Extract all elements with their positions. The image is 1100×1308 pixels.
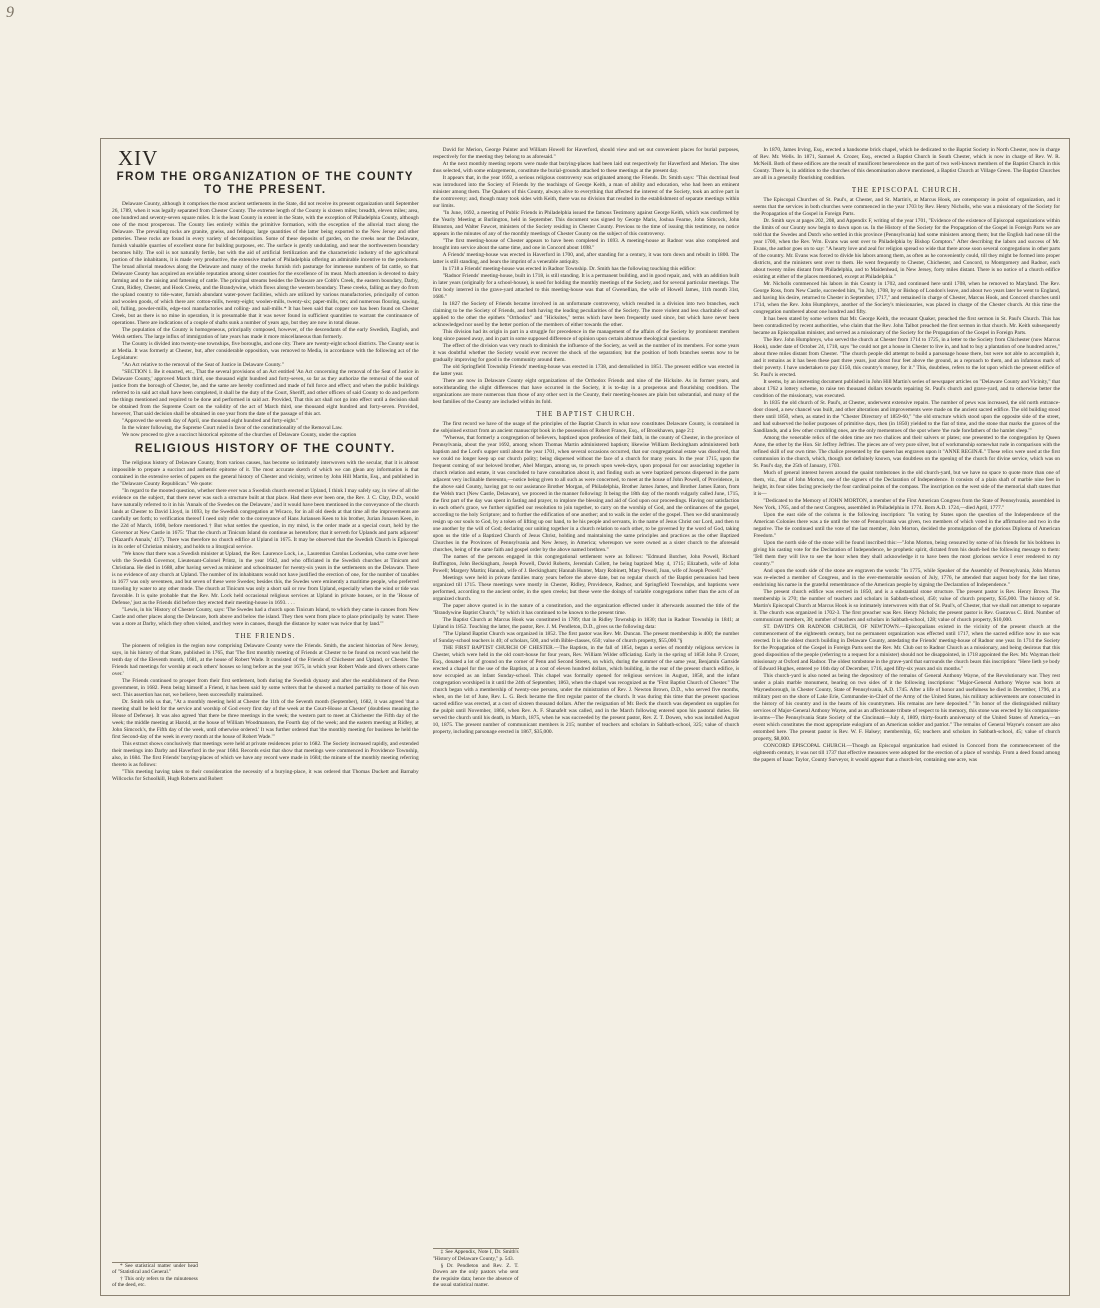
paragraph: "We know that there was a Swedish minister at Upland, the Rev. Laurence Lock, i.e., Laurentius Carolus Lockenius, who came over here with the Swedish Governor, Lieutenant-Colonel Printz, in the year 1642, and who officiated in the Swedish churches at Tinicum and Christiana. He died in 1688, after having served as minister and schoolmaster for twenty-six years in the settlements on the Delaware. There is no evidence of any church at Upland. The number of its inhabitants would not have justified the erection of one, for the number of taxables in 1677 was only seventeen, and but seven of these were Swedes; besides this, the Swedes were eminently a maritime people, who preferred traveling by water to any other mode. The church at Tinicum was only a short sail or row from Upland, especially when the wind or tide was favorable. It is quite probable that the Rev. Mr. Lock held occasional religious services at Upland in private houses, or in the 'House of Defense,' just as the Friends did before they erected their meeting-house in 1693. . . . — [112, 551, 419, 606]
paragraph: "The first meeting-house of Chester appears to have been completed in 1693. A meeting-house at Radnor was also completed and brought into service about the same time, and one in Concord about 1698." — [432, 238, 740, 251]
paragraph: The Rev. John Humphreys, who served the church at Chester from 1714 to 1725, in a letter to the Society from Chichester (now Marcus Hook), under date of October 24, 1718, says "he could not get a house in Chester to live in, and had to buy a plantation of one hundred acres," about three miles distant from Chester. "The church people did attempt to build a parsonage house there, but were not able to accomplish it, and it remains as it has been these past three years, just about four feet above the ground, as a reproach to them, and an infamous mark of their poverty. I have undertaken to pay £150, this country's money, for it." This, doubtless, refers to the lot upon which the present edifice of St. Paul's is erected. — [753, 337, 1060, 378]
column-3 — [753, 147, 1060, 1289]
religious-history-title: RELIGIOUS HISTORY OF THE COUNTY. — [135, 443, 396, 455]
paragraph: "Approved the seventh day of April, one thousand eight hundred and forty-eight." — [122, 418, 299, 424]
main-title: FROM THE ORGANIZATION OF THE COUNTY TO THE PRESENT. — [116, 171, 414, 196]
paragraph: The County is divided into twenty-one townships, five boroughs, and one city. There are twenty-eight school districts. The County seat is at Media. It was formerly at Chester, but, after considerable opposition, was removed to Media, in accordance with the following act of the Legislature: — [112, 341, 419, 361]
paragraph: This division had its origin in part in a struggle for precedence in the management of the affairs of the Society by prominent members long since passed away, and in part in some supposed difference of opinion upon certain abstruse theological questions. — [432, 329, 740, 342]
episcopal-heading: THE EPISCOPAL CHURCH. — [851, 186, 962, 194]
friends-continued-section — [433, 147, 740, 406]
paragraph: In 1827 the Society of Friends became involved in an unfortunate controversy, which resulted in a division into two branches, each claiming to be the Society of Friends, and both having the leading peculiarities of the Society. The more violent and less charitable of each applied to the other the epithets "Orthodox" and "Hicksites," terms which have been frequently used since, but which have never been acknowledged nor used by the better portion of the members of either towards the other. — [432, 301, 740, 328]
footnote-text: † This only refers to the minuteness of the deed, etc. — [112, 1275, 198, 1289]
paragraph: The Episcopal Churches of St. Paul's, at Chester, and St. Martin's, at Marcus Hook, are cotemporary in point of organization, and it seems that the services in both churches were commenced in the year 1703 by Rev. Henry Nicholls, who was a missionary of the Society for the Propagation of the Gospel in Foreign Parts. — [753, 197, 1060, 217]
paragraph: It seems, by an interesting document published in John Hill Martin's series of newspaper articles on "Delaware County and Vicinity," that about 1762 a lottery scheme, to raise ten thousand dollars towards repairing St. Paul's church and grave-yard, and to otherwise better the condition of the missionary, was executed. — [753, 379, 1060, 399]
paragraph: In 1835 the old church of St. Paul's, at Chester, underwent extensive repairs. The number of pews was increased, the old north entrance-door closed, a new chancel was built, and other alterations and improvements were made on the ancient sacred edifice. The old building stood there until 1850, when, as stated in the "Chester Directory of 1859-60," "the old structure which stood upon the opposite side of the street, and had subserved the holier purposes of primitive days, then (in 1850) yielded to the fiat of time, and the stone that marks the graves of the Sandilands, and a few other crumbling ones, are the only mementoes of the spot where 'the rude forefathers of the hamlet sleep.'" — [753, 400, 1060, 434]
paragraph: The old Springfield Township Friends' meeting-house was erected in 1738, and demolished in 1851. The present edifice was erected in the latter year. — [432, 364, 740, 377]
intro-section — [112, 201, 419, 439]
paragraph: Dr. Smith says at pages 202, 208, and Appendix F, writing of the year 1701, "Evidence of the existence of Episcopal organizations within the limits of our County now begin to dawn upon us. In the History of the Society for the Propagation of the Gospel in Foreign Parts we are told that the Swedes and Dutch who settled in this province (Pennsylvania) had some ministers among them; but the English had none till the year 1700, when the Rev. Wm. Evans was sent over to Philadelphia by Bishop Compton." After describing the labors and success of Mr. Evans, the author goes on to say: "A hearty love and zeal for religion spread so wide that there arose soon several congregations in other parts of the country. Mr. Evans was forced to divide his labors among them, as often as he conveniently could, till they might be formed into proper districts, and the ministers sent over to them. He went frequently to Chester, Chichester, and Concord, to Montgomery and Radnor, each about twenty miles distant from Philadelphia, and to Maidenhead, in New Jersey, forty miles distant. There is no notice of a church edifice existing at either of the places mentioned, except at Philadelphia." — [753, 218, 1060, 280]
paragraph: The religious history of Delaware County, from various causes, has become so intimately interwoven with the secular, that it is almost impossible to prepare a succinct and authentic epitome of it. The most accurate sketch of which we can glean any information is that contained in the extensive series of papers on the general history of Chester and vicinity, written by John Hill Martin, Esq., and published in the "Delaware County Republican." We quote: — [112, 460, 419, 487]
footnote-text: * See statistical matter under head of "Statistical and General." — [112, 1262, 198, 1276]
paragraph: Much of general interest hovers around the quaint tombstones in the old church-yard, but we have no space to quote more than one of them, viz., that of John Morton, one of the signers of the Declaration of Independence. It consists of a plain shaft of marble nine feet in height, its four sides facing precisely the four cardinal points of the compass. The inscription on the west side of the memorial shaft states that it is— — [753, 470, 1060, 497]
column-1 — [112, 147, 419, 1289]
religious-history-section — [112, 460, 419, 628]
paragraph: It has been stated by some writers that Mr. George Keith, the recusant Quaker, preached the first sermon in St. Paul's Church. This has been contradicted by recent authorities, who claim that the Rev. John Talbot preached the first sermon in that church. Mr. Keith subsequently became an Episcopalian minister, and served as a missionary of the Society for the Propagation of the Gospel in Foreign Parts. — [753, 316, 1060, 336]
paragraph: There are now in Delaware County eight organizations of the Orthodox Friends and nine of the Hicksite. As in former years, and notwithstanding the slight differences that have occurred in the Society, it is to-day in a prosperous and flourishing condition. The organizations are more numerous than those of any other sect in the County, their meeting-houses are plain but substantial, and many of the best families of the County are included within its fold. — [432, 378, 740, 405]
paragraph: "Lewis, in his 'History of Chester County, says: 'The Swedes had a church upon Tinicum Island, to which they came in canoes from New Castle and other places along the Delaware, both above and below the island. They then went from place to place principally by water. There was a store at Darby, which they often visited, and they were in canoes, though the distance by water was twice that by land.'" — [112, 607, 419, 627]
paragraph: "SECTION 1. Be it enacted, etc., That the several provisions of an Act entitled 'An Act concerning the removal of the Seat of Justice in Delaware County,' approved March third, one thousand eight hundred and forty-seven, so far as they authorize the removal of the seat of justice from the borough of Chester, be, and the same are hereby confirmed and made of full force and effect; and when the public buildings referred to in said act shall have been completed, it shall be the duty of the Court, Sheriff, and other officers of said County to do and perform the things mentioned and required to be done and performed in said act. Provided, That this act shall not go into effect until a decision shall be obtained from the Supreme Court on the validity of the act of March third, one thousand eight hundred and forty-seven. Provided, however, That said decision shall be obtained in one year from the date of the passage of this act. — [112, 369, 419, 417]
paragraph: At the next monthly meeting reports were made that burying-places had been laid out respectively for Haverford and Merion. The sites thus selected, with some enlargements, constitute the burial-grounds attached to these meetings at the present day. — [432, 161, 740, 174]
friends-heading: THE FRIENDS. — [234, 632, 296, 640]
paragraph: "Dedicated to the Memory of JOHN MORTON, a member of the First American Congress from the State of Pennsylvania, assembled in New York, 1765, and of the next Congress, assembled in Philadelphia in 1774. Born A.D. 1724,—died April, 1777." — [753, 498, 1060, 511]
paragraph: The Baptist Church at Marcus Hook was constituted in 1789; that in Ridley Township in 1830; that in Radnor Township in 1841; at Upland in 1852. Touching the latter, the pastor, Rev. J. M. Pendleton, D.D., gives us the following data: — [432, 617, 740, 630]
baptist-section — [433, 421, 740, 736]
episcopal-section — [753, 197, 1060, 764]
paragraph: The paper above quoted is in the nature of a constitution, and the organization effected under it afterwards assumed the title of the "Brandywine Baptist Church," by which it has continued to be known to the present time. — [432, 603, 740, 616]
friends-section — [112, 643, 419, 783]
paragraph: Meetings were held in private families many years before the above date, but no regular church of the Baptist persuasion had been organized till 1715. These meetings were mostly in Chester, Ridley, Providence, Radnor, and Springfield Townships, and baptisms were performed, according to the ancient order, in the open creeks; but these were the doings of variable congregations rather than the acts of an organized church. — [432, 575, 740, 602]
paragraph: And upon the south side of the stone are engraven the words: "In 1775, while Speaker of the Assembly of Pennsylvania, John Morton was re-elected a member of Congress, and in the ever-memorable session of July, 1776, he attended that august body for the last time, enshrining his name in the grateful remembrance of the American people by signing the Declaration of Independence." — [753, 568, 1060, 588]
paragraph: Dr. Smith tells us that, "At a monthly meeting held at Chester the 11th of the Seventh month (September), 1682, it was agreed 'that a meeting shall be held for the service and worship of God every first day of the week at the Court-House at Chester' (doubtless meaning the House of Defense). It was also agreed 'that there be three meetings in the week; the western part to meet at Chichester the Fifth day of the week; the middle meeting at Harold, at the house of William Woodmanson, the Fourth day of the week; and the eastern meeting at Ridley, at John Simcock's, the Fifth day of the week, until otherwise ordered.' It was further ordered that 'the monthly meeting for business be held the first Second-day of the week in every month at the house of Robert Wade.'" — [112, 699, 419, 740]
footnote-text: ‡ See Appendix, Note I, Dr. Smith's "History of Delaware County," p. 543. — [432, 1249, 519, 1263]
paragraph: Upon the north side of the stone will be found inscribed this:—"John Morton, being censured by some of his friends for his boldness in giving his casting vote for the Declaration of Independence, he prophetic spirit, dictated from his death-bed the following message to them: 'Tell them they will live to see the hour when they shall acknowledge it to have been the most glorious service I ever rendered to my country.'" — [753, 540, 1060, 567]
paragraph: A Friends' meeting-house was erected in Haverford in 1700, and, after standing for a century, it was torn down and rebuilt in 1800. The latter is still standing, and bears the imprint of a venerable antiquity. — [432, 252, 740, 265]
column-2 — [433, 147, 740, 1289]
paragraph: The names of the persons engaged in this congregational settlement were as follows: "Edmund Butcher, John Powell, Richard Buffington, John Beckingham, Joseph Powell, David Roberts, Jeremiah Collett, he being baptized May 4, 1715; Elizabeth, wife of John Powell; Margery Martin; Hannah, wife of J. Beckingham; Hannah Hunter, Mary Robinett, Mary Powell, Joan, wife of Joseph Powell." — [432, 554, 740, 574]
paragraph: The pioneers of religion in the region now comprising Delaware County were the Friends. Smith, the ancient historian of New Jersey, says, in his history of that State, published in 1765, that 'The first monthly meeting of Friends at Chester to be found on record was held the tenth day of the Eleventh month, 1681, at the house of Robert Wade. It consisted of the Friends of Chichester and Upland, or Chester. The Friends had meetings for worship at each others' houses so long before as the year 1675, in which year Robert Wade and divers others came over.' — [112, 643, 419, 677]
page-number: XIV — [118, 147, 159, 170]
baptist-heading: THE BAPTIST CHURCH. — [536, 410, 636, 418]
paragraph: ST. DAVID'S OR RADNOR CHURCH, OF NEWTOWN.—Episcopalians existed in the vicinity of the present church at the commencement of the eighteenth century, but no permanent organization was effected until 1717, when the sacred edifice now in use was erected. It is the oldest church building in Delaware County, antedating the Friends' meeting-house of Radnor one year. In 1714 the Society for the Propagation of the Gospel in Foreign Parts sent the Rev. Mr. Club out to Radnor Church as a missionary, and being desirous that this good disposition of the people (referring to a request for a minister) should not be disappointed, in 1718 appointed the Rev. Mr. Wayman their missionary at Oxford and Radnor. The oldest tombstone in the grave-yard that surrounds the church bears this inscription: "Here lieth ye body of Edward Hughes, entered ye 16th day of December, 1716, aged fifty-six years and six months." — [753, 624, 1060, 672]
paragraph: Among the venerable relics of the olden time are two chalices and their salvers or plates; one presented to the congregation by Queen Anne, the other by the Hon. Sir Jeffrey Jeffries. The pieces are of very pure silver, but of workmanship somewhat rude in comparison with the refined skill of our own time. The chalice presented by the queen has engraven upon it "ANNE REGINÆ." These relics were used at the first communion in the church, which, though not definitely known, was doubtless on the opening of the church for divine service, which was on St. Paul's day, the 25th of January, 1703. — [753, 435, 1060, 469]
footnotes-column-2 — [433, 1248, 519, 1289]
baptist-continued-section — [753, 147, 1060, 182]
paragraph: Mr. Nicholls commenced his labors in this County in 1702, and continued here until 1708, when he removed to Maryland. The Rev. George Ross, from New Castle, succeeded him, "in July, 1708, by or Bishop of London's leave, and about two years later he went to England, and having his desire, returned to Chester in September, 1717," and remained in charge of Chester, Marcus Hook, and Concord churches until 1714, when the Rev. John Humphreys, another of the Society's missionaries, was placed in charge of the Chester church. At this time the congregation numbered about one hundred and fifty. — [753, 281, 1060, 315]
paragraph: The present church edifice was erected in 1850, and is a substantial stone structure. The present pastor is Rev. Henry Brown. The membership is 270; the number of teachers and scholars in Sabbath-school, 450; value of church property, $35,000. The history of St. Martin's Episcopal Church at Marcus Hook is so intimately interwoven with that of St. Paul's, of Chester, that we shall not attempt to separate it. The church was organized in 1702-3. The first preacher was Rev. Henry Nichols; the present pastor is Rev. Gustavus C. Bird. Number of communicant members, 38; number of teachers and scholars in Sabbath-school, 128; value of church property, $10,000. — [753, 589, 1060, 623]
document-page — [112, 147, 1060, 1289]
paragraph: Delaware County, although it comprises the most ancient settlements in the State, did not receive its present organization until September 26, 1789, when it was legally separated from Chester County. The extreme length of the County is sixteen miles; breadth, eleven miles; area, one hundred and seventy-seven square miles. It is the least County in extent in the State, with the exception of Philadelphia County, although one of the most prosperous. The County lies entirely within the primitive formation, with the exception of the alluvial tract along the Delaware. The prevailing rocks are granite, gneiss, and feldspar, large quantities of the latter being exported to the New Jersey and other potteries. These rocks are found in every variety of decomposition. Some of these deposits of garden, on the creeks near the Delaware, furnish valuable quarries of excellent stone for building purposes, etc. The surface is gently undulating, and near the northwestern boundary becomes hilly. The soil is not naturally fertile, but with the aid of artificial fertilization and the characteristic industry of the agricultural portion of the inhabitants, it is made very productive, the extensive market of Philadelphia offering an admirable incentive to the producers. The broad alluvial meadows along the Delaware and many of the creeks furnish rich pasturage for immense numbers of fat cattle, so that Delaware County has acquired an enviable reputation among sister counties for the excellence of its meat. Much attention is devoted to dairy farming and to the raising and fattening of cattle. The principal streams besides the Delaware are Cobb's Creek, the eastern boundary, Darby, Crum, Ridley, Chester, and Hook Creeks, and the Brandywine, which flows along the western boundary. These creeks, falling as they do from the upland country to tide-water, furnish abundant water-power facilities, which are utilized by various manufactories, principally of cotton and woolen goods, of which there are: cotton-mills, twenty-eight; woolen-mills, twenty-six; paper-mills, ten; and numerous flouring, sawing, oil, fulling, powder-mills, edge-tool manufactories and rolling- and nail-mills.* It has been said that copper ore has been found on Chester Creek, but as there is no mine in operation, it is presumable that it was never found in sufficient quantities to warrant the continuance of operations. There are indications of a couple of shafts sunk a number of years ago, but they are now in total disuse. — [112, 201, 419, 326]
paragraph: The first record we have of the usage of the principles of the Baptist Church in what now constitutes Delaware County, is contained in the subjoined extract from an ancient manuscript book in the possession of Robert France, Esq., of Brookhaven, page 2:‡ — [432, 421, 740, 434]
paragraph: It appears that, in the year 1692, a serious religious controversy was originated among the Friends. Dr. Smith says: "This doctrinal feud was introduced into the Society of Friends by the teachings of George Keith, a man of ability and education, who had been an eminent minister among them. The Quakers of this County, always alive to everything that affected the interest of the Society, took an active part in the controversy; and, though many took sides with Keith, there was no division that resulted in the establishment of separate meetings within our limits. — [432, 175, 740, 209]
paragraph: In the winter following, the Supreme Court ruled in favor of the constitutionality of the Removal Law. — [122, 425, 343, 431]
paragraph: We now proceed to give a succinct historical epitome of the churches of Delaware County, under the caption — [122, 432, 357, 438]
paragraph: CONCORD EPISCOPAL CHURCH.—Though an Episcopal organization had existed in Concord from the commencement of the eighteenth century, it was not till 1737 that effective measures were adopted for the erection of a place of worship. From a deed found among the papers of Isaac Taylor, County Surveyor, it would appear that a church-lot, containing one acre, was — [753, 743, 1060, 763]
paragraph: This extract shows conclusively that meetings were held at private residences prior to 1682. The Society increased rapidly, and extended their meetings into Darby and Haverford in the year 1684. Records exist that show that meetings were commenced in Providence Township, also, in 1684. The first Friends' burying-places of which we have any record were made in 1684; the minute of the monthly meeting referring thereto is as follows: — [112, 741, 419, 768]
paragraph: Upon the east side of the column is the following inscription: "In voting by States upon the question of the Independence of the American Colonies there was a tie until the vote of Pennsylvania was given, two members of which voted in the affirmative and two in the negative. The tie continued until the vote of the last member, John Morton, decided the promulgation of the glorious Diploma of American Freedom." — [753, 512, 1060, 539]
corner-pencil-mark: 9 — [6, 4, 14, 21]
paragraph: "In June, 1692, a meeting of Public Friends in Philadelphia issued the famous Testimony against George Keith, which was confirmed by the Yearly Meeting at Burlington, held in September. This document was signed by George Maris, Joshua Fearne, John Simcock, John Blunston, and Walter Fawcet, ministers of the Society residing in Chester County. Previous to the time of issuing this testimony, no notice appears in the minutes of any of the monthly meetings of Chester County on the subject of this controversy. — [432, 210, 740, 237]
footnotes-column-1 — [112, 1262, 198, 1289]
paragraph: The population of the County is homogeneous, principally composed, however, of the descendants of the early Swedish, English, and Welsh settlers. The large influx of immigration of late years has made it more miscellaneous than formerly. — [112, 327, 419, 340]
paragraph: "The Upland Baptist Church was organized in 1852. The first pastor was Rev. Mr. Duncan. The present membership is 400; the number of Sunday-school teachers is 40; of scholars, 500, and with Bible-classes, 650; value of church property, $55,000."§ — [432, 631, 740, 644]
paragraph: David for Merion, George Painter and William Howell for Haverford, should view and set out convenient places for burial purposes, respectively for the meeting they belong to as aforesaid." — [432, 147, 740, 160]
paragraph: This church-yard is also noted as being the depository of the remains of General Anthony Wayne, of the Revolutionary war. They rest under a plain marble monument, bearing on two sides of it the following inscriptions: "Major-General Anthony Wayne was born at Waynesborough, in Chester County, State of Pennsylvania, A.D. 1745. After a life of honor and usefulness he died in December, 1796, at a military post on the shore of Lake Erie, Commander-in-Chief of the Army of the United States, his military achievements are consecrated in the history of his country and in the hearts of his countrymen. His remains are here deposited." "In honor of the distinguished military services of Major-General Anthony Wayne, and as an affectionate tribute of respect to his memory, this stone was erected by his companions-in-arms—The Pennsylvania State Society of the Cincinnati—July 4, 1809, thirty-fourth anniversary of the United States of America,—an event which constitutes the most appropriate eulogium of an American soldier and patriot." The remains of General Wayne's consort are also entombed here. The present pastor is Rev. W. F. Halsey; membership, 65; teachers and scholars in Sabbath-school, 45; value of church property, $8,000. — [753, 673, 1060, 742]
paragraph: In 1718 a Friends' meeting-house was erected in Radnor Township. Dr. Smith has the following touching this edifice: — [442, 266, 696, 272]
footnote-text: § Dr. Pendleton and Rev. Z. T. Dowen are the only pastors who sent the requisite data; hence the absence of the usual statistical matter. — [432, 1262, 519, 1289]
paragraph: "An Act relative to the removal of the Seat of Justice in Delaware County." — [122, 362, 284, 368]
paragraph: The Friends continued to prosper from their first settlement, both during the Swedish dynasty and after the establishment of the Penn government, in 1682. Penn being himself a Friend, it has been said by some writers that he showed a marked partiality to those of his own sect. This assertion has not, we believe, been successfully maintained. — [112, 678, 419, 698]
paragraph: The effect of the division was very much to diminish the influence of the Society, as well as the number of its members. For some years it was doubtful whether the Society would ever recover the shock of the separation; but the position of both branches seems now to be gradually improving for good in the community around them. — [432, 343, 740, 363]
paragraph: "Whereas, that formerly a congregation of believers, baptized upon profession of their faith, in the county of Chester, in the province of Pennsylvania, about the year 1692, among whom Thomas Martin administered baptism; likewise William Beckingham administered both baptism and the Lord's supper until about the year 1701, when several occasions occurred, that our congregational estate was dissolved, that we could no longer keep up our church polity; being dispersed without the face of a church for many years. In the year 1715, upon the frequent coming of our beloved brother, Abel Morgan, among us, to preach upon week-days, upon proposal for our associating together in church relation and estate, it was concluded to have consultation about it, and finding such as were baptized persons dispersed in the parts adjacent very inclinable thereunto,—notice being given to all such as were concerned, to meet at the house of John Powell, of Providence, in the above said County, having got to our assistance Brother Morgan, of Philadelphia, Brother James James, and Brother James Eaton, from the Welsh tract (New Castle, Delaware), we proceed in the manner following: It being the 18th day of the month vulgarly called June, 1715, the first part of the day was spent in fasting and prayer, to implore the blessing and aid of God upon our proceedings. Having our satisfaction in each other's grace, we further signified our resolution to join together, to carry on the worship of God, and the ordinances of the gospel, according to the holy Scripture; and to further the edification of one another; and to walk in the order of the gospel. Then we did unanimously resign up our souls to God, by a token of lifting up our hand, to be his people and servants, in the name of Jesus Christ our Lord, and then to one another by the will of God; declaring our uniting together in a church relation to each other, to be governed by the word of God, taking upon us the title of a Baptized Church of Jesus Christ, holding and maintaining the same principles and practices as the other Baptized Churches in the Provinces of Pennsylvania and New Jersey, in America; whereupon we were owned as a sister church to the aforesaid churches, being of the same faith and gospel order by the above named brethren." — [432, 435, 740, 553]
paragraph: "Radnor Friends' meeting-house, built in 1718, is still standing. It is a permanent building, and in good repair, and, with an addition built in later years (originally for a school-house), is used for holding the monthly meetings of the Society, and for several particular meetings. The first body interred in the grave-yard attached to this meeting-house was that of Gwenellian, the wife of Howell James, 11th month 31st, 1686." — [432, 273, 740, 300]
paragraph: "This meeting having taken to their consideration the necessity of a burying-place, it was ordered that Thomas Duckett and Barnaby Willcocks for Schoolkill, Hugh Roberts and Robert — [112, 769, 419, 782]
paragraph: In 1870, James Irving, Esq., erected a handsome brick chapel, which he dedicated to the Baptist Society in North Chester, now in charge of Rev. Mr. Wells. In 1871, Samuel A. Crozer, Esq., erected a Baptist Church in South Chester, which is now in charge of Rev. W. R. McNeill. Both of these edifices are the result of munificent benevolence on the part of two well-known members of the Baptist Church in this County. There is, in addition to the churches of this denomination above mentioned, a Baptist Church at Village Green. The Baptist Churches are all in a generally flourishing condition. — [753, 147, 1060, 181]
paragraph: THE FIRST BAPTIST CHURCH OF CHESTER.—The Baptists, in the fall of 1854, began a series of monthly religious services in Chester, which were held in the old court-house for four years, Rev. William Wilder officiating. Early in the spring of 1858 John P. Crozer, Esq., donated a lot of ground on the corner of Penn and Second Streets, on which, during the summer of the same year, Benjamin Gartside erected a chapel for the use of the Baptists, at a cost of eleven hundred dollars, which building, in the rear of the present church edifice, is now occupied as an infant Sunday-school. This chapel was formally opened for religious services in August, 1858, and the infant congregation worshiped in it until the 24th of September, 1863, when the chapel was recognized as the "First Baptist Church of Chester." The church began with a membership of twenty-one persons, under the ministration of Rev. J. Newton Brown, D.D., who served five months, when, on the 1st of June, Rev. L. G. Beck became the first regular pastor of the church. It was during this time that the present spacious sacred edifice was erected, at a cost of sixteen thousand dollars. After the resignation of Mr. Beck the church was dependent on supplies for the pulpit until November, 1866, when Rev. A. F. Shanafelt was called, and in the March following entered upon his pastoral duties. He served the church until his death, in March, 1875, when he was succeeded by the present pastor, Rev. Z. T. Dowen, who was installed August 10, 1875. The present number of communicant members is 215; number of teachers and scholars in Sabbath-school, 325; value of church property, including parsonage erected in 1867, $35,000. — [432, 645, 740, 735]
paragraph: "In regard to the mooted question, whether there ever was a Swedish church erected at Upland, I think I may safely say, in view of all the evidence on the subject, that there never was such a structure built at that place. Had there ever been one, the Rev. J. C. Clay, D.D., would have naturally referred to it in his 'Annals of the Swedes on the Delaware,' and it would have been mentioned in the conveyance of the church lands at Chester to David Lloyd, in 1693, by the Swedish congregation at Wicaco, for in all old deeds at that time all the improvements are carefully set forth; to verification thereof I need only refer to the conveyance of Hans Juriansen Keen to his brother, Jurian Jonasen Keen, in the 22d of March, 1698, before mentioned.† But what settles the question, in my mind, is the order made at a special court, held by the Governor at New Castle in 1675: 'That the church at Tinicum Island do continue as heretofore; that it serveth for Uplands and parts adjacent' ('Hazard's Annals,' 417). There was therefore no church edifice at Upland in 1675. It may be observed that the Swedish Church is Episcopal in its order of Christian ministry, and holds to a liturgical service. — [112, 488, 419, 550]
